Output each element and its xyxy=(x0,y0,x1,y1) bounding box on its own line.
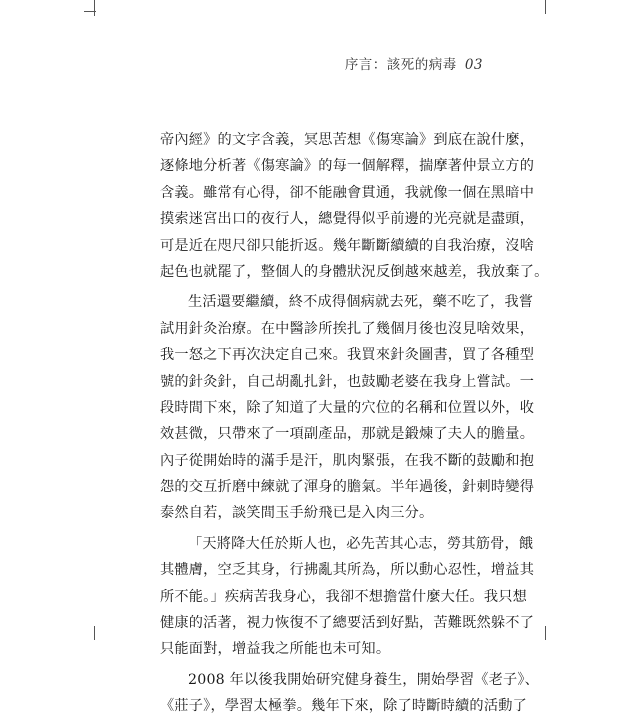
text-line: 內子從開始時的滿手是汗，肌肉緊張，在我不斷的鼓勵和抱 xyxy=(160,452,535,469)
paragraph xyxy=(160,531,535,663)
text-line: 所不能。」疾病苦我身心，我卻不想擔當什麼大任。我只想 xyxy=(160,588,527,605)
text-line: 怨的交互折磨中練就了渾身的膽氣。半年過後，針刺時變得 xyxy=(160,479,535,496)
chapter-title: 序言：該死的病毒 xyxy=(344,57,457,73)
text-line: 逐條地分析著《傷寒論》的每一個解釋，揣摩著仲景立方的 xyxy=(160,158,535,175)
text-line: 摸索迷宮出口的夜行人，總覺得似乎前邊的光亮就是盡頭， xyxy=(160,211,535,228)
crop-mark-top-right-vertical xyxy=(545,0,546,14)
text-line: 含義。雖常有心得，卻不能融會貫通，我就像一個在黑暗中 xyxy=(160,184,535,201)
text-line: 試用針灸治療。在中醫診所挨扎了幾個月後也沒見啥效果， xyxy=(160,320,535,337)
text-line: 可是近在咫尺卻只能折返。幾年斷斷續續的自我治療，沒啥 xyxy=(160,237,535,254)
text-line: 段時間下來，除了知道了大量的穴位的名稱和位置以外，收 xyxy=(160,399,535,416)
text-line: 泰然自若，談笑間玉手紛飛已是入肉三分。 xyxy=(160,505,434,522)
text-line: 健康的活著，視力恢復不了總要活到好點，苦難既然躲不了 xyxy=(160,615,535,632)
text-line: 其體膚，空乏其身，行拂亂其所為，所以動心忍性，增益其 xyxy=(160,562,535,579)
text-line: 《莊子》，學習太極拳。幾年下來，除了時斷時續的活動了 xyxy=(160,698,527,715)
text-line: 效甚微，只帶來了一項副產品，那就是鍛煉了夫人的膽量。 xyxy=(160,426,535,443)
text-line: 我一怒之下再次決定自己來。我買來針灸圖書，買了各種型 xyxy=(160,347,535,364)
text-line: 帝內經》的文字含義，冥思苦想《傷寒論》到底在說什麼， xyxy=(160,132,535,148)
paragraph xyxy=(160,289,535,527)
paragraph xyxy=(160,667,540,720)
text-line: 號的針灸針，自己胡亂扎針，也鼓勵老婆在我身上嘗試。一 xyxy=(160,373,535,390)
page-number: 03 xyxy=(464,57,483,73)
text-line: 只能面對，增益我之所能也未可知。 xyxy=(160,641,391,658)
crop-mark-bottom-left-vertical xyxy=(94,626,95,640)
crop-mark-top-left-horizontal xyxy=(84,11,96,12)
text-line: 2008 年以後我開始研究健身養生，開始學習《老子》、 xyxy=(188,671,540,688)
text-line: 「天將降大任於斯人也，必先苦其心志，勞其筋骨，餓 xyxy=(188,535,534,552)
crop-mark-bottom-right-vertical xyxy=(545,626,546,640)
text-line: 生活還要繼續，終不成得個病就去死，藥不吃了，我嘗 xyxy=(188,294,534,311)
paragraph xyxy=(160,127,549,285)
running-header xyxy=(345,53,483,73)
body-text xyxy=(160,127,549,720)
crop-mark-top-left-vertical xyxy=(94,0,95,16)
text-line: 起色也就罷了，整個人的身體狀況反倒越來越差，我放棄了。 xyxy=(160,263,549,280)
